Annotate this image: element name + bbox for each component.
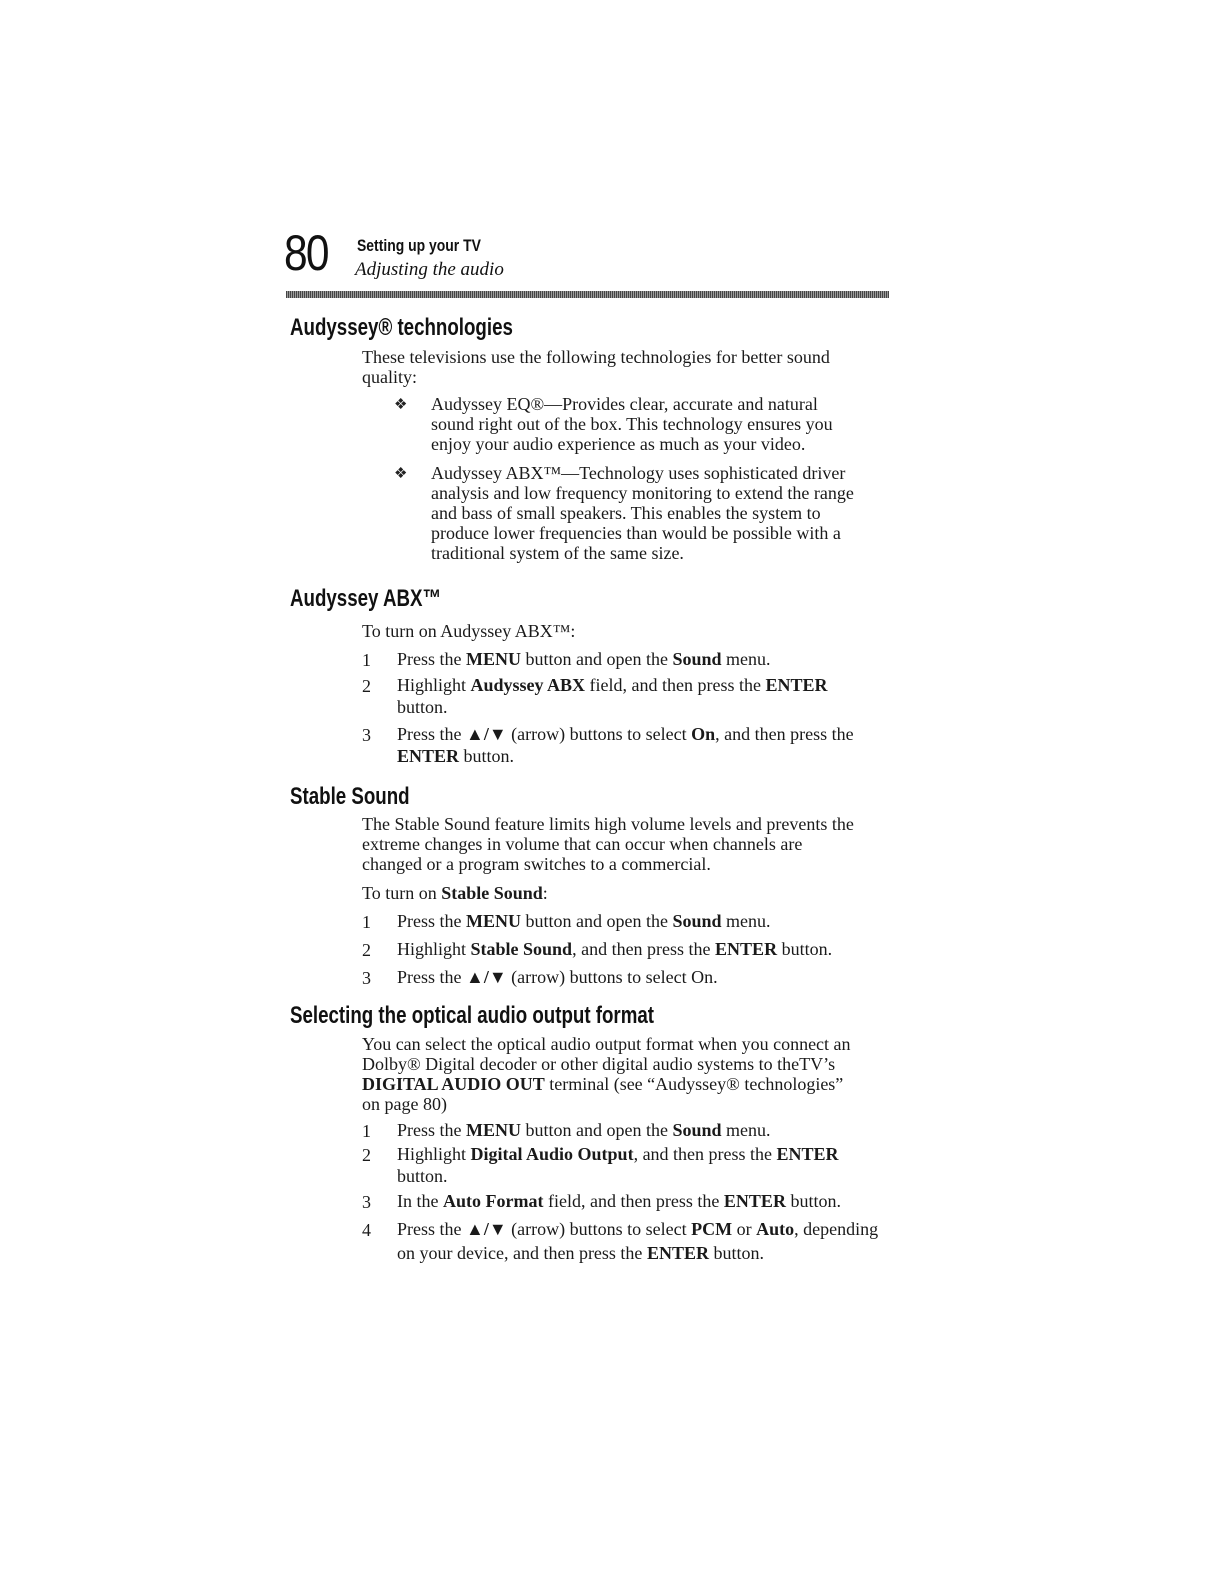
- bullet-audyssey-eq: [431, 394, 901, 454]
- stable-step-2: Highlight Stable Sound, and then press the ENTER button.: [397, 939, 833, 959]
- abx-step-1: Press the MENU button and open the Sound menu.: [397, 649, 771, 669]
- heading-stable-sound: Stable Sound: [290, 783, 410, 810]
- bullet-line: analysis and low frequency monitoring to extend the range: [431, 483, 854, 503]
- page-number: 80: [284, 225, 328, 281]
- step-number: 2: [362, 676, 371, 696]
- bullet-audyssey-abx: [431, 463, 901, 563]
- bullet-line: enjoy your audio experience as much as your video.: [431, 434, 806, 454]
- stable-step-1: Press the MENU button and open the Sound menu.: [397, 911, 771, 931]
- optical-step-3: In the Auto Format field, and then press the ENTER button.: [397, 1191, 841, 1211]
- audyssey-intro: These televisions use the following technologies for better sound quality:: [362, 347, 830, 387]
- step-number: 2: [362, 1145, 371, 1165]
- bullet-line: Audyssey ABX™—Technology uses sophisticated driver: [431, 463, 846, 483]
- abx-intro: To turn on Audyssey ABX™:: [362, 621, 576, 641]
- optical-step-4: Press the ▲/▼ (arrow) buttons to select PCM or Auto, depending on your device, and then press the ENTER button.: [397, 1219, 879, 1263]
- step-number: 3: [362, 725, 371, 745]
- heading-optical-audio: Selecting the optical audio output format: [290, 1002, 655, 1029]
- step-number: 3: [362, 968, 371, 988]
- abx-step-2: Highlight Audyssey ABX field, and then press the ENTER button.: [397, 675, 828, 717]
- step-number: 1: [362, 650, 371, 670]
- optical-step-1: Press the MENU button and open the Sound menu.: [397, 1120, 771, 1140]
- abx-step-3: Press the ▲/▼ (arrow) buttons to select On, and then press the ENTER button.: [397, 724, 854, 766]
- stable-sound-intro: To turn on Stable Sound:: [362, 883, 548, 903]
- bullet-line: and bass of small speakers. This enables the system to: [431, 503, 821, 523]
- step-number: 1: [362, 1121, 371, 1141]
- step-number: 4: [362, 1220, 371, 1240]
- bullet-line: sound right out of the box. This technology ensures you: [431, 414, 833, 434]
- stable-sound-description: The Stable Sound feature limits high volume levels and prevents the extreme changes in volume that can occur when channels are changed or a program switches to a commercial.: [362, 814, 854, 874]
- step-number: 1: [362, 912, 371, 932]
- bullet-line: Audyssey EQ®—Provides clear, accurate and natural: [431, 394, 818, 414]
- stable-step-3: Press the ▲/▼ (arrow) buttons to select On.: [397, 967, 718, 987]
- section-subtitle: Adjusting the audio: [355, 259, 504, 280]
- step-number: 2: [362, 940, 371, 960]
- header-rule: [286, 291, 889, 298]
- bullet-icon: ❖: [394, 466, 408, 482]
- bullet-line: produce lower frequencies than would be possible with a: [431, 523, 841, 543]
- optical-step-2: Highlight Digital Audio Output, and then press the ENTER button.: [397, 1144, 839, 1186]
- bullet-icon: ❖: [394, 397, 408, 413]
- bullet-line: traditional system of the same size.: [431, 543, 684, 563]
- chapter-title: Setting up your TV: [357, 236, 481, 255]
- optical-description: You can select the optical audio output format when you connect an Dolby® Digital decoder or other digital audio systems to theTV’s DIGITAL AUDIO OUT terminal (see “Audyssey® technologies” on page 80): [362, 1034, 851, 1114]
- heading-audyssey-technologies: Audyssey® technologies: [290, 314, 513, 341]
- heading-audyssey-abx: Audyssey ABX™: [290, 585, 442, 612]
- step-number: 3: [362, 1192, 371, 1212]
